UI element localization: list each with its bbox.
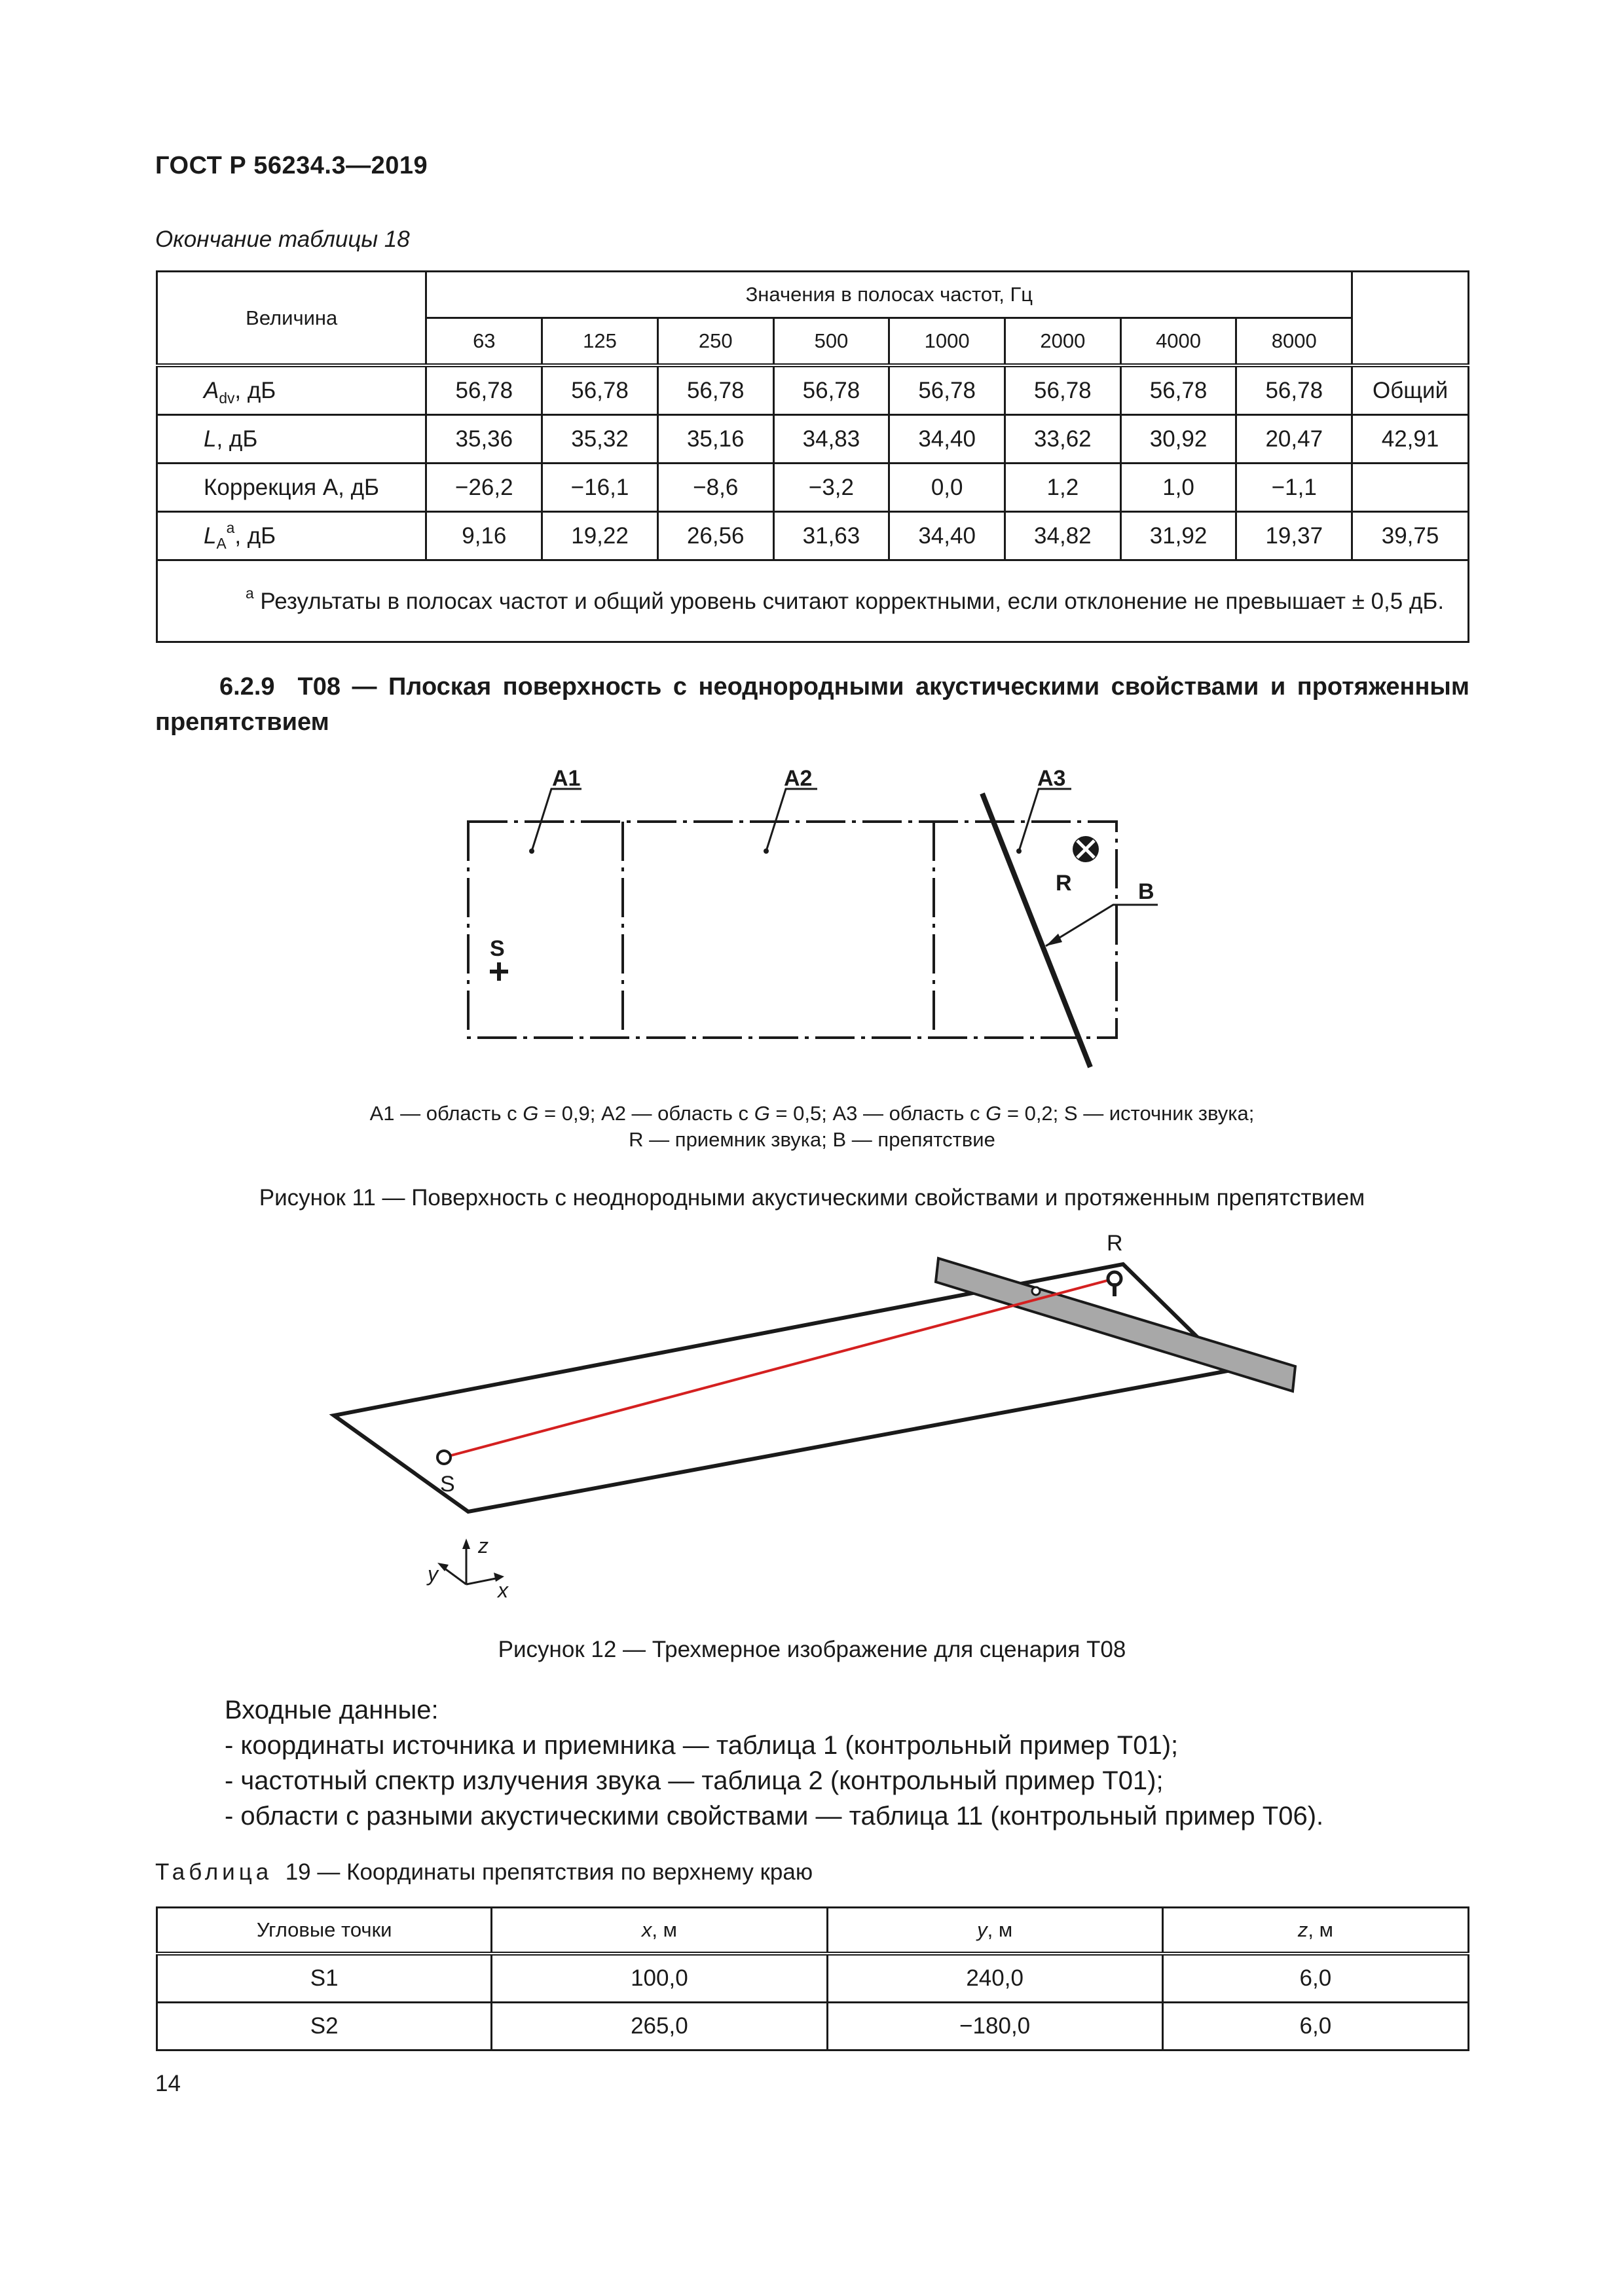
label-r: R — [1107, 1231, 1123, 1256]
table-cell: S2 — [157, 2003, 492, 2050]
figure-11-diagram — [458, 759, 1179, 1087]
source-icon — [490, 962, 508, 981]
freq-header-cell: 250 — [657, 318, 773, 366]
table-cell: 19,22 — [542, 512, 658, 560]
table-cell: 35,32 — [542, 415, 658, 464]
freq-header-cell: 2000 — [1005, 318, 1121, 366]
figure-12-diagram — [314, 1231, 1336, 1624]
label-s: S — [490, 936, 505, 961]
table-cell: 240,0 — [827, 1954, 1162, 2003]
table-row — [157, 1954, 1469, 2003]
table-cell: 34,40 — [889, 512, 1005, 560]
list-item: - координаты источника и приемника — таблица 1 (контрольный пример Т01); — [225, 1731, 1179, 1760]
row-label: Коррекция А, дБ — [157, 464, 426, 512]
table-cell: −8,6 — [657, 464, 773, 512]
receiver-icon — [1108, 1272, 1121, 1296]
leader-a1 — [532, 789, 581, 851]
table-cell: 6,0 — [1162, 1954, 1468, 2003]
table-header-points: Угловые точки — [157, 1908, 492, 1954]
source-icon — [437, 1451, 451, 1464]
table-cell: 26,56 — [657, 512, 773, 560]
table-cell-total: 42,91 — [1352, 415, 1469, 464]
axis-z-label: z — [478, 1534, 489, 1558]
figure-12-caption: Рисунок 12 — Трехмерное изображение для сценария Т08 — [498, 1637, 1126, 1662]
arrowhead — [1046, 934, 1062, 946]
label-a3: A3 — [1037, 766, 1066, 791]
table-cell: 9,16 — [426, 512, 542, 560]
table-cell: 56,78 — [889, 365, 1005, 415]
table-cell: −16,1 — [542, 464, 658, 512]
table-cell-total: 39,75 — [1352, 512, 1469, 560]
table-cell: 33,62 — [1005, 415, 1121, 464]
table-19-title: Таблица 19 — Координаты препятствия по верхнему краю — [155, 1859, 813, 1885]
table-cell: 0,0 — [889, 464, 1005, 512]
table-cell: 56,78 — [426, 365, 542, 415]
label-b: B — [1138, 879, 1154, 904]
table-header-frequency: Значения в полосах частот, Гц — [426, 272, 1352, 318]
receiver-icon — [1073, 836, 1099, 862]
table-cell: 56,78 — [1005, 365, 1121, 415]
axes-icon — [441, 1544, 499, 1584]
figure-11-legend: R — приемник звука; В — препятствие — [629, 1128, 995, 1151]
table-footnote: $^a$ Результаты в полосах частот и общий уровень считают корректными, если отклонение не превышает ± 0,5 дБ. — [157, 560, 1469, 642]
input-data-title: Входные данные: — [225, 1696, 439, 1724]
table-header-x: x, м — [492, 1908, 827, 1954]
table-cell: 34,83 — [773, 415, 889, 464]
freq-header-cell: 1000 — [889, 318, 1005, 366]
area-boundary — [468, 822, 1116, 1038]
leader-a3 — [1019, 789, 1071, 851]
table-row — [157, 415, 1469, 464]
label-s: S — [440, 1472, 455, 1497]
table-cell: 6,0 — [1162, 2003, 1468, 2050]
table-cell: 34,82 — [1005, 512, 1121, 560]
table-cell: 56,78 — [542, 365, 658, 415]
table-cell-total — [1352, 464, 1469, 512]
table-19 — [156, 1906, 1469, 2051]
table-cell: −180,0 — [827, 2003, 1162, 2050]
list-item: - частотный спектр излучения звука — таблица 2 (контрольный пример Т01); — [225, 1766, 1164, 1795]
table-cell: 35,16 — [657, 415, 773, 464]
table-cell: 30,92 — [1120, 415, 1236, 464]
row-label: L, дБ — [157, 415, 426, 464]
table-cell-total: Общий — [1352, 365, 1469, 415]
freq-header-cell: 500 — [773, 318, 889, 366]
freq-header-cell: 125 — [542, 318, 658, 366]
table-cell: 56,78 — [1120, 365, 1236, 415]
table-cell: 31,92 — [1120, 512, 1236, 560]
axis-x-label: x — [498, 1578, 508, 1602]
section-heading: 6.2.9 Т08 — Плоская поверхность с неоднородными акустическими свойствами и протяженным препятствием — [155, 673, 1469, 736]
list-item: - области с разными акустическими свойствами — таблица 11 (контрольный пример Т06). — [225, 1802, 1324, 1831]
leader-a2 — [766, 789, 817, 851]
table-cell: 1,2 — [1005, 464, 1121, 512]
label-r: R — [1056, 871, 1072, 896]
table-cell: 265,0 — [492, 2003, 827, 2050]
table-row — [157, 512, 1469, 560]
leader-b — [1046, 905, 1158, 946]
page-number: 14 — [155, 2071, 181, 2096]
ground-plane — [334, 1264, 1231, 1512]
document-header: ГОСТ Р 56234.3—2019 — [155, 152, 428, 179]
table-cell: 56,78 — [1236, 365, 1352, 415]
table-header-z: z, м — [1162, 1908, 1468, 1954]
figure-11-legend: А1 — область с G = 0,9; А2 — область с G = 0,5; А3 — область с G = 0,2; S — источник звука; — [369, 1102, 1255, 1125]
axis-y-label: y — [428, 1562, 438, 1586]
table-cell: 35,36 — [426, 415, 542, 464]
table-cell: 56,78 — [773, 365, 889, 415]
table-cell: 19,37 — [1236, 512, 1352, 560]
table-18 — [156, 270, 1469, 643]
table-cell: S1 — [157, 1954, 492, 2003]
table-cell: 20,47 — [1236, 415, 1352, 464]
table-cell: 1,0 — [1120, 464, 1236, 512]
freq-header-cell: 4000 — [1120, 318, 1236, 366]
table-continuation-caption: Окончание таблицы 18 — [155, 227, 410, 252]
table-cell: 100,0 — [492, 1954, 827, 2003]
table-header-quantity: Величина — [157, 272, 426, 366]
table-cell: −3,2 — [773, 464, 889, 512]
table-cell: 34,40 — [889, 415, 1005, 464]
table-row — [157, 2003, 1469, 2050]
sound-ray — [444, 1279, 1115, 1457]
table-row — [157, 365, 1469, 415]
label-a2: A2 — [784, 766, 813, 791]
figure-11-caption: Рисунок 11 — Поверхность с неоднородными акустическими свойствами и протяженным препятствием — [259, 1185, 1365, 1211]
table-row — [157, 464, 1469, 512]
table-cell: −26,2 — [426, 464, 542, 512]
table-cell: 56,78 — [657, 365, 773, 415]
row-label: $L_A^a$, дБ — [157, 512, 426, 560]
table-header-y: y, м — [827, 1908, 1162, 1954]
table-cell: 31,63 — [773, 512, 889, 560]
label-a1: A1 — [552, 766, 581, 791]
freq-header-cell: 8000 — [1236, 318, 1352, 366]
row-label: $A_{dv}$, дБ — [157, 365, 426, 415]
table-cell: −1,1 — [1236, 464, 1352, 512]
obstacle-line — [982, 793, 1090, 1067]
table-header-total — [1352, 272, 1469, 366]
diffraction-point — [1032, 1287, 1040, 1295]
input-data-block — [225, 1692, 1323, 1834]
freq-header-cell: 63 — [426, 318, 542, 366]
